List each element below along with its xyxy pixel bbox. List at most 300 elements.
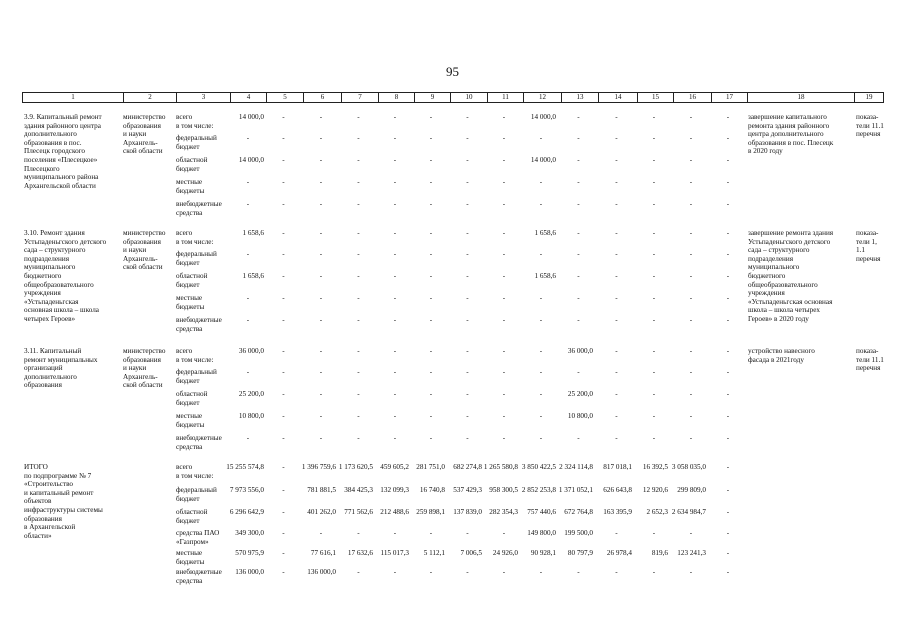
row-total-line-2-col-12: 757 440,6 xyxy=(527,508,556,516)
row-3.10-line-1-col-17: - xyxy=(726,250,730,258)
row-total-line-3-col-11: - xyxy=(502,529,506,537)
row-total-line-4-col-5: - xyxy=(282,549,285,557)
row-3.9-line-1-col-14: - xyxy=(615,134,618,142)
row-3.10-line-2-col-11: - xyxy=(502,272,506,280)
row-3.9-line-3-col-16: - xyxy=(689,178,693,186)
row-3.11-line-0-total: 36 000,0 xyxy=(238,347,264,355)
row-3.11-line-0-col-10: - xyxy=(466,347,469,355)
row-3.11-line-3-col-17: - xyxy=(726,412,730,420)
row-3.11-line-0-col-11: - xyxy=(502,347,506,355)
row-3.9-line-0-col-11: - xyxy=(502,113,506,121)
row-3.9-line-4-col-9: - xyxy=(429,200,433,208)
row-total-line-2-col-13: 672 764,8 xyxy=(564,508,593,516)
row-total-line-3-col-14: - xyxy=(615,529,618,537)
row-3.9-line-3-col-14: - xyxy=(615,178,618,186)
row-3.9-line-0-col-8: - xyxy=(393,113,397,121)
row-3.9-label-3: местные бюджеты xyxy=(176,178,205,195)
row-3.11-line-0-col-16: - xyxy=(689,347,693,355)
row-agency-3.9: министерство образования и науки Архангель- ской области xyxy=(123,113,166,156)
row-total-line-5-col-9: - xyxy=(429,568,433,576)
row-3.10-line-4-col-9: - xyxy=(429,316,433,324)
row-3.9-line-0-col-7: - xyxy=(357,113,360,121)
row-3.9-line-1-col-12: - xyxy=(539,134,543,142)
row-3.10-line-3-col-12: - xyxy=(539,294,543,302)
row-3.10-line-3-col-6: - xyxy=(319,294,323,302)
row-total-line-5-col-7: - xyxy=(357,568,360,576)
row-3.10-line-3-col-17: - xyxy=(726,294,730,302)
row-3.11-line-2-col-17: - xyxy=(726,390,730,398)
row-3.11-label-0: всего в том числе: xyxy=(176,347,214,364)
row-3.11-line-1-col-6: - xyxy=(319,368,323,376)
row-3.11-line-2-col-12: - xyxy=(539,390,543,398)
row-3.10-line-3-col-13: - xyxy=(577,294,580,302)
row-3.11-line-3-col-8: - xyxy=(393,412,397,420)
row-total-line-2-col-9: 259 898,1 xyxy=(416,508,445,516)
row-3.9-line-1-col-17: - xyxy=(726,134,730,142)
row-3.10-line-1-col-10: - xyxy=(466,250,469,258)
row-3.11-line-4-col-11: - xyxy=(502,434,506,442)
row-total-line-0-col-9: 281 751,0 xyxy=(416,463,445,471)
header-col-5: 5 xyxy=(266,93,303,102)
row-3.11-line-0-col-6: - xyxy=(319,347,323,355)
row-3.11-line-1-col-17: - xyxy=(726,368,730,376)
row-3.11-line-2-col-7: - xyxy=(357,390,360,398)
row-indicator-3.9: показа- тели 11.1 перечня xyxy=(856,113,884,139)
row-3.11-line-3-total: 10 800,0 xyxy=(238,412,264,420)
row-total-line-3-col-10: - xyxy=(466,529,469,537)
row-3.9-line-4-col-13: - xyxy=(577,200,580,208)
row-total-line-2-col-11: 282 354,3 xyxy=(489,508,518,516)
header-col-2: 2 xyxy=(123,93,176,102)
row-total-line-0-col-11: 1 265 580,8 xyxy=(483,463,518,471)
row-total-line-1-col-16: 299 809,0 xyxy=(677,486,706,494)
row-3.9-line-4-col-5: - xyxy=(282,200,285,208)
row-3.10-line-4-col-15: - xyxy=(652,316,656,324)
row-3.9-line-4-col-12: - xyxy=(539,200,543,208)
row-total-line-0-total: 15 255 574,8 xyxy=(226,463,264,471)
row-3.11-line-2-col-14: - xyxy=(615,390,618,398)
row-3.11-line-4-col-14: - xyxy=(615,434,618,442)
row-3.10-line-4-col-12: - xyxy=(539,316,543,324)
row-3.11-line-1-col-11: - xyxy=(502,368,506,376)
row-3.11-line-4-total: - xyxy=(246,434,250,442)
row-3.11-line-1-col-16: - xyxy=(689,368,693,376)
row-3.10-line-0-col-14: - xyxy=(615,229,618,237)
row-3.10-line-3-col-8: - xyxy=(393,294,397,302)
row-3.10-line-2-col-9: - xyxy=(429,272,433,280)
header-col-1: 1 xyxy=(71,93,75,101)
row-3.10-line-3-col-10: - xyxy=(466,294,469,302)
row-3.9-line-2-col-13: - xyxy=(577,156,580,164)
row-3.11-line-0-col-5: - xyxy=(282,347,285,355)
row-3.9-label-4: внебюджетные средства xyxy=(176,200,222,217)
row-3.10-line-1-col-6: - xyxy=(319,250,323,258)
row-3.10-line-3-col-15: - xyxy=(652,294,656,302)
row-3.9-line-1-total: - xyxy=(246,134,250,142)
row-total-label-0: всего в том числе: xyxy=(176,463,214,480)
header-col-16: 16 xyxy=(673,93,711,102)
row-3.11-line-4-col-13: - xyxy=(577,434,580,442)
row-total-line-1-col-7: 384 425,3 xyxy=(344,486,373,494)
row-3.9-line-2-col-8: - xyxy=(393,156,397,164)
row-total-line-4-col-7: 17 632,6 xyxy=(347,549,373,557)
row-3.9-line-2-col-17: - xyxy=(726,156,730,164)
row-3.9-line-1-col-10: - xyxy=(466,134,469,142)
row-3.9-line-4-col-11: - xyxy=(502,200,506,208)
row-title-3.9: 3.9. Капитальный ремонт здания районного центра дополнительного образования в пос. Плесецк городского поселения «Плесецкое» Плесецкого муниципального района Архангельской области xyxy=(24,113,102,190)
row-3.10-line-4-col-5: - xyxy=(282,316,285,324)
header-col-18: 18 xyxy=(747,93,854,102)
row-3.11-line-4-col-17: - xyxy=(726,434,730,442)
row-3.11-line-1-col-12: - xyxy=(539,368,543,376)
row-3.11-line-0-col-14: - xyxy=(615,347,618,355)
row-3.9-line-3-col-9: - xyxy=(429,178,433,186)
row-total-line-3-col-9: - xyxy=(429,529,433,537)
row-3.11-line-1-col-13: - xyxy=(577,368,580,376)
row-3.10-label-1: федеральный бюджет xyxy=(176,250,217,267)
row-total-line-5-col-10: - xyxy=(466,568,469,576)
row-3.10-line-4-col-17: - xyxy=(726,316,730,324)
row-3.11-line-2-col-15: - xyxy=(652,390,656,398)
row-3.10-line-1-col-11: - xyxy=(502,250,506,258)
row-3.10-line-0-col-13: - xyxy=(577,229,580,237)
row-3.10-label-2: областной бюджет xyxy=(176,272,208,289)
row-total-line-0-col-16: 3 058 035,0 xyxy=(671,463,706,471)
row-total-line-2-col-17: - xyxy=(726,508,730,516)
row-3.11-line-2-col-6: - xyxy=(319,390,323,398)
row-3.9-line-3-col-11: - xyxy=(502,178,506,186)
header-col-6: 6 xyxy=(303,93,341,102)
row-total-line-0-col-7: 1 173 620,5 xyxy=(338,463,373,471)
row-3.11-line-3-col-9: - xyxy=(429,412,433,420)
row-total-line-1-col-14: 626 643,8 xyxy=(603,486,632,494)
row-3.11-line-2-col-16: - xyxy=(689,390,693,398)
row-3.11-line-4-col-12: - xyxy=(539,434,543,442)
row-3.11-line-1-col-14: - xyxy=(615,368,618,376)
row-total-line-2-col-5: - xyxy=(282,508,285,516)
row-3.11-line-3-col-10: - xyxy=(466,412,469,420)
row-3.9-line-2-col-14: - xyxy=(615,156,618,164)
row-total-label-1: федеральный бюджет xyxy=(176,486,217,503)
row-3.10-line-1-col-12: - xyxy=(539,250,543,258)
row-3.11-line-4-col-5: - xyxy=(282,434,285,442)
row-total-line-4-col-10: 7 006,5 xyxy=(460,549,482,557)
row-total-line-0-col-12: 3 850 422,5 xyxy=(521,463,556,471)
row-3.10-line-1-col-5: - xyxy=(282,250,285,258)
row-3.10-line-0-col-17: - xyxy=(726,229,730,237)
row-total-line-2-col-10: 137 839,0 xyxy=(453,508,482,516)
row-3.9-line-2-col-15: - xyxy=(652,156,656,164)
row-total-line-0-col-8: 459 605,2 xyxy=(380,463,409,471)
row-3.10-line-0-col-12: 1 658,6 xyxy=(534,229,556,237)
row-total-label-5: внебюджетные средства xyxy=(176,568,222,585)
row-3.11-line-1-col-5: - xyxy=(282,368,285,376)
row-3.11-line-3-col-11: - xyxy=(502,412,506,420)
row-3.10-line-1-col-13: - xyxy=(577,250,580,258)
header-col-7: 7 xyxy=(341,93,378,102)
row-total-line-0-col-10: 682 274,8 xyxy=(453,463,482,471)
row-total-line-1-col-8: 132 099,3 xyxy=(380,486,409,494)
row-total-line-0-col-13: 2 324 114,8 xyxy=(559,463,593,471)
row-3.11-line-1-col-10: - xyxy=(466,368,469,376)
row-3.11-line-3-col-12: - xyxy=(539,412,543,420)
row-3.11-line-3-col-5: - xyxy=(282,412,285,420)
row-3.10-line-2-col-7: - xyxy=(357,272,360,280)
row-3.10-line-2-col-14: - xyxy=(615,272,618,280)
row-3.11-line-1-total: - xyxy=(246,368,250,376)
row-3.9-line-3-col-13: - xyxy=(577,178,580,186)
row-3.10-line-3-col-5: - xyxy=(282,294,285,302)
row-total-line-2-col-14: 163 395,9 xyxy=(603,508,632,516)
row-3.10-line-0-col-9: - xyxy=(429,229,433,237)
row-3.11-line-2-col-9: - xyxy=(429,390,433,398)
row-3.9-line-1-col-16: - xyxy=(689,134,693,142)
row-3.10-line-2-col-12: 1 658,6 xyxy=(534,272,556,280)
row-3.9-line-4-col-16: - xyxy=(689,200,693,208)
row-3.10-line-0-col-8: - xyxy=(393,229,397,237)
row-3.9-line-3-col-7: - xyxy=(357,178,360,186)
row-3.11-line-4-col-9: - xyxy=(429,434,433,442)
row-3.10-line-0-col-6: - xyxy=(319,229,323,237)
row-total-line-3-col-15: - xyxy=(652,529,656,537)
row-3.11-line-2-col-8: - xyxy=(393,390,397,398)
row-3.10-line-4-col-11: - xyxy=(502,316,506,324)
row-3.9-line-0-total: 14 000,0 xyxy=(238,113,264,121)
row-3.10-line-2-col-16: - xyxy=(689,272,693,280)
row-agency-3.11: министерство образования и науки Архангель- ской области xyxy=(123,347,166,390)
row-total-line-0-col-14: 817 018,1 xyxy=(603,463,632,471)
row-total-line-4-col-17: - xyxy=(726,549,730,557)
row-3.10-line-0-col-11: - xyxy=(502,229,506,237)
row-3.10-line-4-col-10: - xyxy=(466,316,469,324)
row-3.9-line-0-col-16: - xyxy=(689,113,693,121)
row-3.10-line-0-col-7: - xyxy=(357,229,360,237)
row-3.9-line-1-col-9: - xyxy=(429,134,433,142)
row-3.9-line-2-col-11: - xyxy=(502,156,506,164)
row-result-3.11: устройство навесного фасада в 2021году xyxy=(748,347,815,364)
row-3.11-line-3-col-16: - xyxy=(689,412,693,420)
row-3.11-label-3: местные бюджеты xyxy=(176,412,205,429)
row-3.9-line-0-col-15: - xyxy=(652,113,656,121)
row-3.9-line-1-col-11: - xyxy=(502,134,506,142)
row-total-line-3-col-5: - xyxy=(282,529,285,537)
row-3.9-line-2-col-6: - xyxy=(319,156,323,164)
row-total-line-5-col-15: - xyxy=(652,568,656,576)
header-col-4: 4 xyxy=(230,93,266,102)
row-total-line-0-col-6: 1 396 759,6 xyxy=(301,463,336,471)
row-title-3.10: 3.10. Ремонт здания Устьпаденьгского детского сада – структурного подразделения муниципального бюджетного общеобразовательного учреждения «Устьпаденьгская основная школа – школа четырех Героев» xyxy=(24,229,107,323)
row-total-line-5-col-16: - xyxy=(689,568,693,576)
row-3.10-line-4-col-6: - xyxy=(319,316,323,324)
row-3.11-line-4-col-8: - xyxy=(393,434,397,442)
row-3.9-line-2-col-7: - xyxy=(357,156,360,164)
row-3.10-line-4-col-13: - xyxy=(577,316,580,324)
row-3.10-line-2-col-15: - xyxy=(652,272,656,280)
row-3.11-line-0-col-9: - xyxy=(429,347,433,355)
row-3.10-line-1-col-9: - xyxy=(429,250,433,258)
row-3.11-line-2-col-11: - xyxy=(502,390,506,398)
row-3.11-line-2-col-13: 25 200,0 xyxy=(567,390,593,398)
row-3.10-line-4-col-8: - xyxy=(393,316,397,324)
row-3.11-line-0-col-7: - xyxy=(357,347,360,355)
row-total-line-1-col-13: 1 371 052,1 xyxy=(558,486,593,494)
row-3.9-line-2-col-12: 14 000,0 xyxy=(530,156,556,164)
row-indicator-3.10: показа- тели 1, 1.1 перечня xyxy=(856,229,881,263)
row-3.10-line-1-col-14: - xyxy=(615,250,618,258)
row-3.10-line-4-col-14: - xyxy=(615,316,618,324)
row-total-line-2-total: 6 296 642,9 xyxy=(229,508,264,516)
row-3.10-line-1-col-15: - xyxy=(652,250,656,258)
row-3.11-line-2-total: 25 200,0 xyxy=(238,390,264,398)
row-3.9-line-1-col-6: - xyxy=(319,134,323,142)
row-3.11-line-2-col-10: - xyxy=(466,390,469,398)
row-3.9-line-3-col-6: - xyxy=(319,178,323,186)
row-total-line-4-col-12: 90 928,1 xyxy=(530,549,556,557)
row-3.9-line-3-col-10: - xyxy=(466,178,469,186)
row-3.10-label-4: внебюджетные средства xyxy=(176,316,222,333)
page-number: 95 xyxy=(446,64,459,79)
row-3.9-line-0-col-6: - xyxy=(319,113,323,121)
row-total-line-5-col-17: - xyxy=(726,568,730,576)
row-3.9-line-2-total: 14 000,0 xyxy=(238,156,264,164)
row-total-line-4-col-16: 123 241,3 xyxy=(677,549,706,557)
row-3.10-line-4-col-7: - xyxy=(357,316,360,324)
row-3.11-line-0-col-17: - xyxy=(726,347,730,355)
row-total-line-2-col-8: 212 488,6 xyxy=(380,508,409,516)
row-3.11-line-4-col-7: - xyxy=(357,434,360,442)
row-total-line-3-col-17: - xyxy=(726,529,730,537)
row-3.11-line-4-col-6: - xyxy=(319,434,323,442)
row-3.11-line-3-col-14: - xyxy=(615,412,618,420)
row-3.9-line-1-col-8: - xyxy=(393,134,397,142)
row-3.9-line-0-col-17: - xyxy=(726,113,730,121)
row-3.9-line-3-total: - xyxy=(246,178,250,186)
row-3.11-line-4-col-10: - xyxy=(466,434,469,442)
row-3.11-line-1-col-7: - xyxy=(357,368,360,376)
row-3.9-line-4-col-8: - xyxy=(393,200,397,208)
row-total-line-5-col-6: 136 000,0 xyxy=(307,568,336,576)
row-3.11-line-0-col-15: - xyxy=(652,347,656,355)
row-3.10-line-4-col-16: - xyxy=(689,316,693,324)
row-3.10-line-1-total: - xyxy=(246,250,250,258)
row-3.9-line-1-col-15: - xyxy=(652,134,656,142)
header-col-13: 13 xyxy=(561,93,598,102)
row-3.10-line-0-total: 1 658,6 xyxy=(242,229,264,237)
row-3.10-line-2-col-5: - xyxy=(282,272,285,280)
row-total-line-4-total: 570 975,9 xyxy=(235,549,264,557)
header-col-8: 8 xyxy=(378,93,414,102)
row-total-line-0-col-17: - xyxy=(726,463,730,471)
row-3.9-line-3-col-17: - xyxy=(726,178,730,186)
header-col-11: 11 xyxy=(487,93,523,102)
row-3.11-label-4: внебюджетные средства xyxy=(176,434,222,451)
row-3.11-line-3-col-6: - xyxy=(319,412,323,420)
row-3.11-line-2-col-5: - xyxy=(282,390,285,398)
header-col-17: 17 xyxy=(711,93,747,102)
row-3.10-label-0: всего в том числе: xyxy=(176,229,214,246)
row-indicator-3.11: показа- тели 11.1 перечня xyxy=(856,347,884,373)
row-3.10-line-2-total: 1 658,6 xyxy=(242,272,264,280)
row-result-3.9: завершение капитального ремонта здания районного центра дополнительного образования в пос. Плесецк в 2020 году xyxy=(748,113,834,156)
row-total-line-1-col-5: - xyxy=(282,486,285,494)
row-3.10-line-3-col-14: - xyxy=(615,294,618,302)
row-3.10-line-4-total: - xyxy=(246,316,250,324)
row-total-label-4: местные бюджеты xyxy=(176,549,205,566)
row-total-line-0-col-5: - xyxy=(282,463,285,471)
row-3.9-line-4-col-10: - xyxy=(466,200,469,208)
row-3.11-line-4-col-15: - xyxy=(652,434,656,442)
row-3.9-line-1-col-5: - xyxy=(282,134,285,142)
row-3.9-line-3-col-12: - xyxy=(539,178,543,186)
row-total-line-5-total: 136 000,0 xyxy=(235,568,264,576)
row-3.11-line-1-col-8: - xyxy=(393,368,397,376)
row-3.11-line-3-col-15: - xyxy=(652,412,656,420)
row-3.11-line-3-col-7: - xyxy=(357,412,360,420)
row-agency-3.10: министерство образования и науки Архангель- ской области xyxy=(123,229,166,272)
header-col-15: 15 xyxy=(637,93,673,102)
header-col-12: 12 xyxy=(523,93,561,102)
row-3.11-line-0-col-13: 36 000,0 xyxy=(567,347,593,355)
row-3.9-line-4-col-7: - xyxy=(357,200,360,208)
row-3.10-line-0-col-16: - xyxy=(689,229,693,237)
row-3.10-line-1-col-7: - xyxy=(357,250,360,258)
row-3.9-line-2-col-5: - xyxy=(282,156,285,164)
row-3.11-line-0-col-12: - xyxy=(539,347,543,355)
row-3.9-line-0-col-9: - xyxy=(429,113,433,121)
row-3.9-line-2-col-9: - xyxy=(429,156,433,164)
row-3.10-line-3-total: - xyxy=(246,294,250,302)
row-3.9-line-4-total: - xyxy=(246,200,250,208)
row-total-line-2-col-6: 401 262,0 xyxy=(307,508,336,516)
row-total-line-4-col-8: 115 017,3 xyxy=(380,549,409,557)
row-total-line-5-col-5: - xyxy=(282,568,285,576)
row-title-total: ИТОГО по подпрограмме № 7 «Строительство и капитальный ремонт объектов инфраструктуры системы образования в Архангельской области» xyxy=(24,463,103,540)
row-3.10-line-2-col-13: - xyxy=(577,272,580,280)
row-total-line-3-total: 349 300,0 xyxy=(235,529,264,537)
row-3.10-line-0-col-5: - xyxy=(282,229,285,237)
row-3.11-label-1: федеральный бюджет xyxy=(176,368,217,385)
row-3.9-label-1: федеральный бюджет xyxy=(176,134,217,151)
row-3.10-line-2-col-10: - xyxy=(466,272,469,280)
row-total-line-5-col-11: - xyxy=(502,568,506,576)
header-col-3: 3 xyxy=(176,93,230,102)
row-3.9-line-0-col-12: 14 000,0 xyxy=(530,113,556,121)
row-total-line-1-col-12: 2 852 253,8 xyxy=(521,486,556,494)
row-3.9-line-3-col-15: - xyxy=(652,178,656,186)
row-total-line-2-col-15: 2 652,3 xyxy=(646,508,668,516)
row-total-line-5-col-12: - xyxy=(539,568,543,576)
row-total-line-1-col-6: 781 881,5 xyxy=(307,486,336,494)
row-total-line-4-col-13: 80 797,9 xyxy=(567,549,593,557)
row-3.10-line-1-col-16: - xyxy=(689,250,693,258)
row-3.10-line-1-col-8: - xyxy=(393,250,397,258)
row-3.10-line-0-col-15: - xyxy=(652,229,656,237)
row-total-line-3-col-7: - xyxy=(357,529,360,537)
row-total-line-4-col-11: 24 926,0 xyxy=(492,549,518,557)
row-title-3.11: 3.11. Капитальный ремонт муниципальных организаций дополнительного образования xyxy=(24,347,98,390)
row-total-line-4-col-9: 5 112,1 xyxy=(423,549,445,557)
row-3.11-line-3-col-13: 10 800,0 xyxy=(567,412,593,420)
row-3.10-line-3-col-16: - xyxy=(689,294,693,302)
row-3.9-line-1-col-7: - xyxy=(357,134,360,142)
row-3.9-line-0-col-10: - xyxy=(466,113,469,121)
row-result-3.10: завершение ремонта здания Устьпаденьгского детского сада – структурного подразделения муниципального бюджетного общеобразовательного учреждения «Устьпаденьгская основная школа – школа четырех Героев» в 2020 году xyxy=(748,229,834,323)
row-3.9-label-2: областной бюджет xyxy=(176,156,208,173)
row-3.11-label-2: областной бюджет xyxy=(176,390,208,407)
row-3.10-line-2-col-17: - xyxy=(726,272,730,280)
row-3.9-line-4-col-17: - xyxy=(726,200,730,208)
row-3.10-line-2-col-6: - xyxy=(319,272,323,280)
